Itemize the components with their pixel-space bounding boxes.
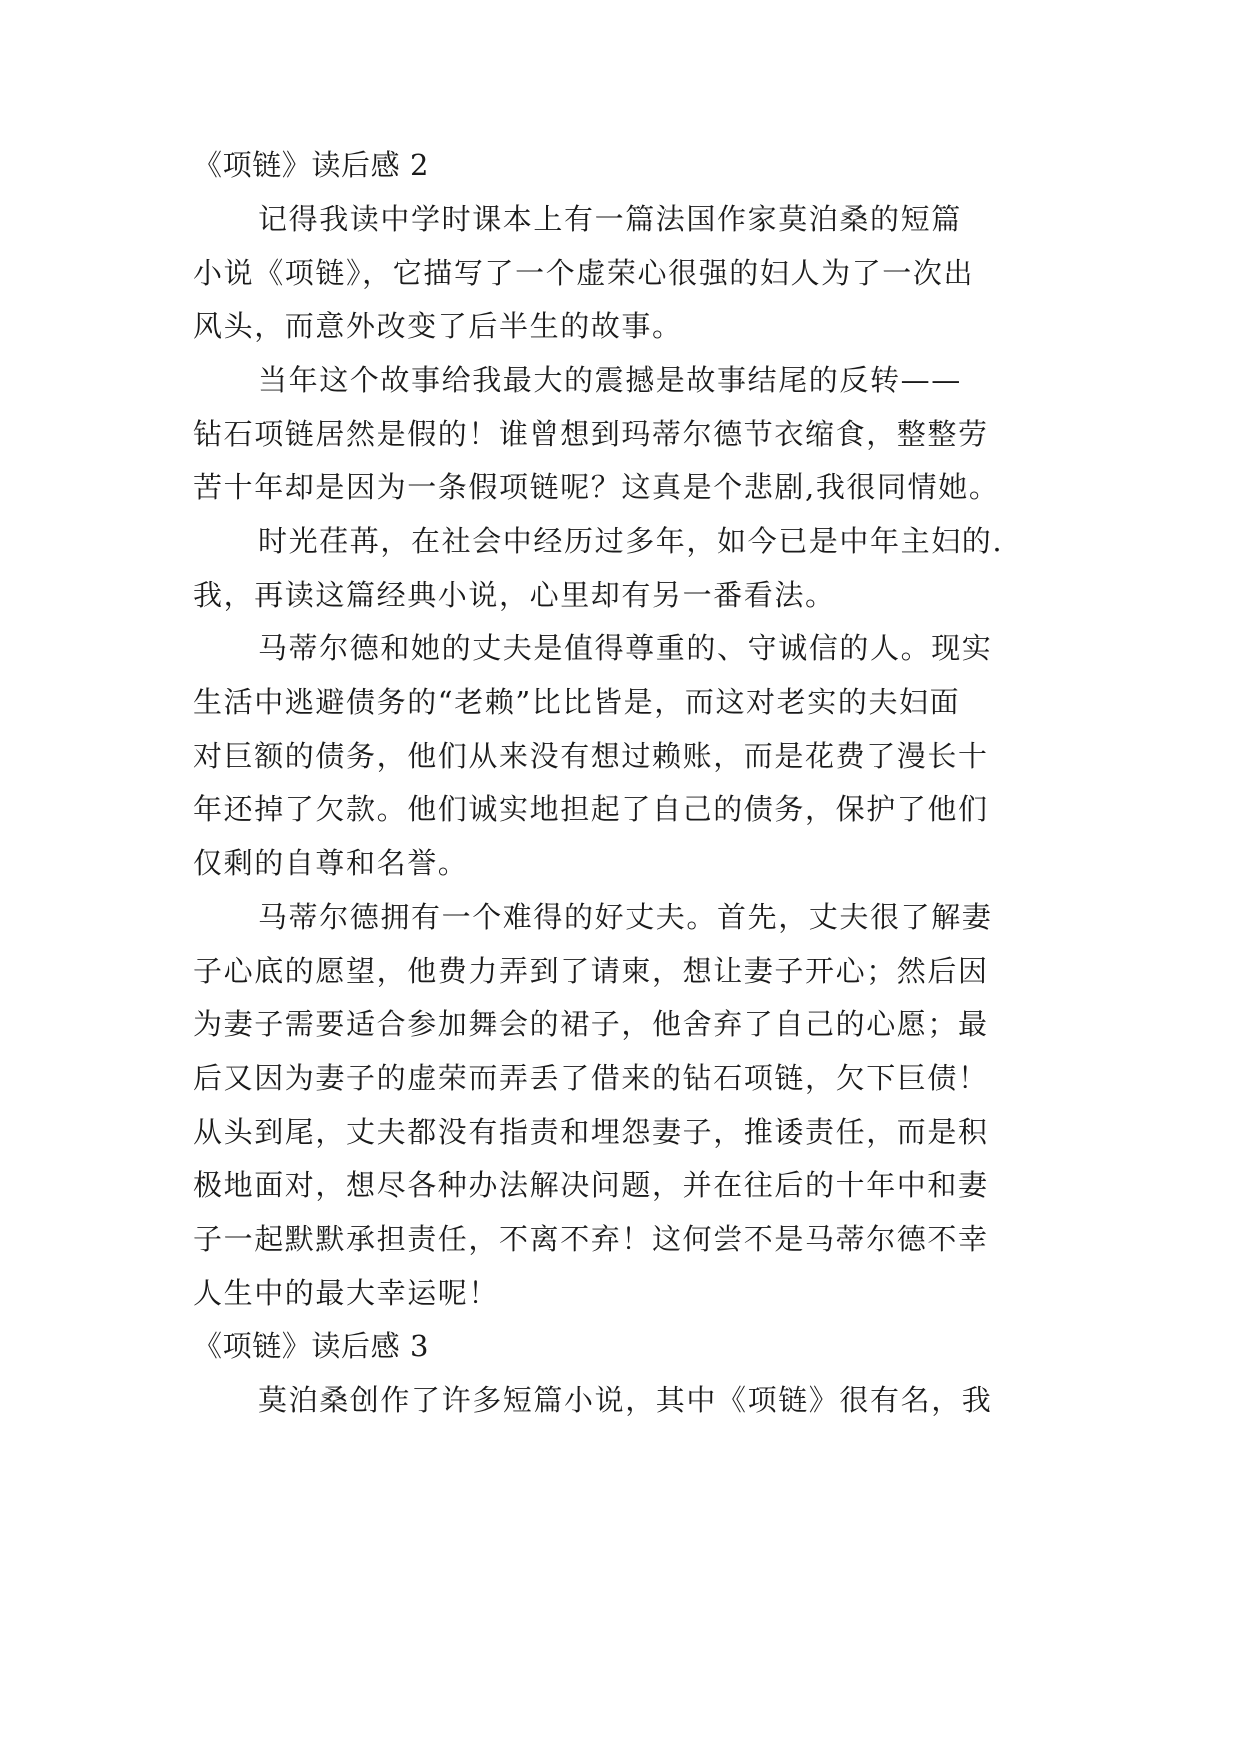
paragraph-line: 生活中逃避债务的“老赖”比比皆是，而这对老实的夫妇面: [193, 685, 961, 719]
paragraph-line: 我，再读这篇经典小说，心里却有另一番看法。: [193, 578, 836, 612]
paragraph-line: 记得我读中学时课本上有一篇法国作家莫泊桑的短篇: [258, 202, 962, 236]
paragraph-line: 年还掉了欠款。他们诚实地担起了自己的债务，保护了他们: [193, 792, 989, 826]
paragraph-line: 子心底的愿望，他费力弄到了请柬，想让妻子开心；然后因: [193, 954, 989, 988]
paragraph-line: 苦十年却是因为一条假项链呢？这真是个悲剧,我很同情她。: [193, 470, 1000, 504]
paragraph-line: 对巨额的债务，他们从来没有想过赖账，而是花费了漫长十: [193, 739, 989, 773]
paragraph-line: 子一起默默承担责任，不离不弃！这何尝不是马蒂尔德不幸: [193, 1222, 989, 1256]
paragraph-line: 马蒂尔德拥有一个难得的好丈夫。首先，丈夫很了解妻: [258, 900, 993, 934]
section-heading: 《项链》读后感 2: [193, 148, 430, 182]
paragraph-line: 为妻子需要适合参加舞会的裙子，他舍弃了自己的心愿；最: [193, 1007, 989, 1041]
paragraph-line: 仅剩的自尊和名誉。: [193, 846, 469, 880]
paragraph-line: 小说《项链》，它描写了一个虚荣心很强的妇人为了一次出: [193, 256, 975, 290]
paragraph-line: 后又因为妻子的虚荣而弄丢了借来的钻石项链，欠下巨债！: [193, 1061, 989, 1095]
paragraph-line: 马蒂尔德和她的丈夫是值得尊重的、守诚信的人。现实: [258, 631, 993, 665]
paragraph-line: 钻石项链居然是假的！谁曾想到玛蒂尔德节衣缩食，整整劳: [193, 417, 989, 451]
paragraph-line: 时光荏苒，在社会中经历过多年，如今已是中年主妇的.: [258, 524, 1004, 558]
paragraph-line: 从头到尾，丈夫都没有指责和埋怨妻子，推诿责任，而是积: [193, 1115, 989, 1149]
paragraph-line: 极地面对，想尽各种办法解决问题，并在往后的十年中和妻: [193, 1168, 989, 1202]
paragraph-line: 莫泊桑创作了许多短篇小说，其中《项链》很有名，我: [258, 1383, 993, 1417]
section-heading: 《项链》读后感 3: [193, 1329, 430, 1363]
paragraph-line: 人生中的最大幸运呢！: [193, 1276, 500, 1310]
paragraph-line: 风头，而意外改变了后半生的故事。: [193, 309, 683, 343]
paragraph-line: 当年这个故事给我最大的震撼是故事结尾的反转——: [258, 363, 962, 397]
